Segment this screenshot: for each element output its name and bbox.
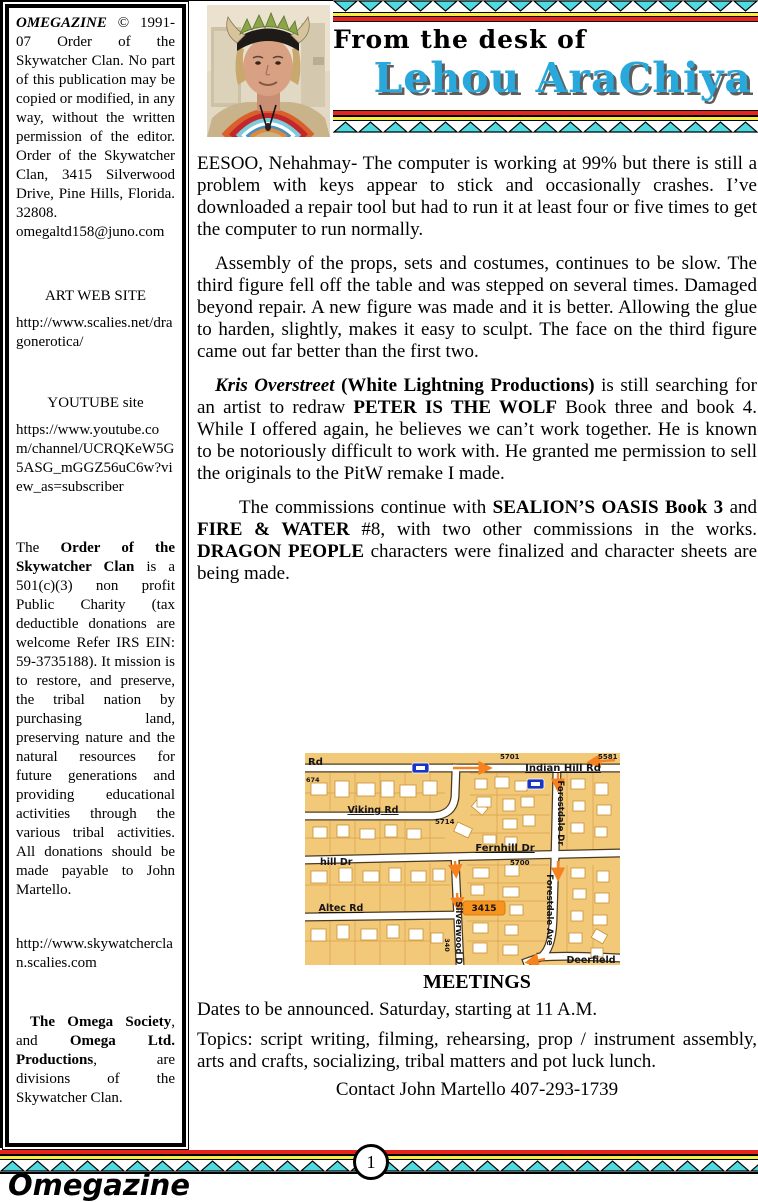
meetings-section	[197, 971, 757, 1101]
banner-top-border	[333, 0, 758, 22]
hill-dr-label: hill Dr	[320, 857, 353, 868]
youtube-url[interactable]: https://www.youtube.com/channel/UCRQKeW5G5ASG_mGGZ56uC6w?view_as=subscriber	[16, 422, 175, 495]
num-5701: 5701	[500, 753, 520, 761]
paragraph-props: Assembly of the props, sets and costumes, continues to be slow. The third figure fell off the table and was stepped on several times. Damaged beyond repair. A new figure was made and it is better. Allowing the glue to harden, slightly, makes it easy to sculpt. The face on the third figure came out far better than the first two.	[197, 253, 757, 362]
author-name: Lehou AraChiya	[373, 54, 752, 102]
deerfield-label: Deerfield	[566, 955, 616, 965]
meetings-topics: Topics: script writing, filming, rehearsing, prop / instrument assembly, arts and crafts, socializing, tribal matters and pot luck lunch.	[197, 1029, 757, 1072]
masthead-banner	[333, 0, 758, 135]
triangle-strip-up	[333, 121, 758, 133]
meetings-dates: Dates to be announced. Saturday, starting at 11 A.M.	[197, 999, 598, 1020]
num-674: 674	[306, 776, 320, 784]
paragraph-kris-overstreet: Kris Overstreet (White Lightning Productions) is still searching for an artist to redraw PETER IS THE WOLF Book three and book 4. While I offered again, he believes we can’t work together. He is known to be notoriously difficult to work with. He granted me permission to sell the originals to the PitW remake I made.	[197, 375, 757, 484]
num-5714: 5714	[435, 818, 455, 826]
altec-rd-label: Altec Rd	[318, 903, 364, 914]
meeting-location-map	[305, 753, 620, 965]
sidebar-inner	[5, 4, 186, 1147]
address-3415: 3415	[471, 904, 497, 914]
portrait-illustration	[207, 5, 330, 137]
paragraph-commissions: The commissions continue with SEALION’S OASIS Book 3 and FIRE & WATER #8, with two other commissions in the works. DRAGON PEOPLE characters were finalized and character sheets are being made.	[197, 497, 758, 584]
num-5700: 5700	[510, 859, 530, 867]
copyright-text: © 1991-07 Order of the Skywatcher Clan. No part of this publication may be copied or modified, in any way, without the written permission of the editor. Order of the Skywatcher Clan, 3415 Silverwood Drive, Pine Hills, Florida. 32808. omegaltd158@juno.com	[16, 15, 175, 240]
meetings-heading: MEETINGS	[423, 971, 531, 993]
charity-notice: The Order of the Skywatcher Clan is a 501(c)(3) non profit Public Charity (tax deductible donations are welcome Refer IRS EIN: 59-3735188). It mission is to restore, and preserve, the tribal nation by purchasing land, preserving nature and the natural resources for future generations and providing educational activities through the various tribal activities. All donations should be made payable to John Martello.	[16, 540, 175, 898]
publication-name: OMEGAZINE	[16, 15, 118, 31]
forestdale-ave-label: Forestdale Ave	[544, 874, 554, 946]
num-5581: 5581	[598, 753, 618, 761]
rd-label: Rd	[308, 757, 323, 768]
viking-rd-label: Viking Rd	[347, 805, 399, 816]
triangle-strip-down	[333, 0, 758, 12]
art-site-url[interactable]: http://www.scalies.net/dragonerotica/	[16, 315, 173, 350]
page-number-badge	[353, 1144, 389, 1180]
author-photo	[207, 5, 330, 137]
num-340: 340	[443, 938, 451, 952]
clan-url[interactable]: http://www.skywatcherclan.scalies.com	[16, 936, 173, 971]
from-desk-label: From the desk of	[333, 25, 587, 54]
street-map	[305, 753, 620, 965]
divisions-notice: The Omega Society, and Omega Ltd. Productions, are divisions of the Skywatcher Clan.	[16, 1014, 175, 1106]
youtube-heading: YOUTUBE site	[47, 395, 144, 411]
copyright-notice	[16, 14, 175, 242]
banner-bottom-border	[333, 110, 758, 133]
forestdale-dr-label: Forestdale Dr	[555, 780, 565, 846]
fernhill-dr-label: Fernhill Dr	[475, 843, 535, 854]
meetings-contact: Contact John Martello 407-293-1739	[335, 1079, 619, 1100]
indian-hill-rd-label: Indian Hill Rd	[525, 763, 601, 774]
article-body	[197, 153, 757, 597]
art-site-heading: ART WEB SITE	[44, 288, 147, 304]
paragraph-computer: EESOO, Nehahmay- The computer is working at 99% but there is still a problem with keys appear to stick and occasionally crashes. I’ve downloaded a repair tool but had to run it at least four or five times to get the computer to run normally.	[197, 153, 757, 240]
sidebar-info-box	[2, 1, 189, 1150]
silverwood-dr-label: Silverwood Dr	[453, 901, 463, 965]
page-number: 1	[366, 1151, 376, 1172]
omegazine-logo: Omegazine	[8, 1168, 191, 1202]
